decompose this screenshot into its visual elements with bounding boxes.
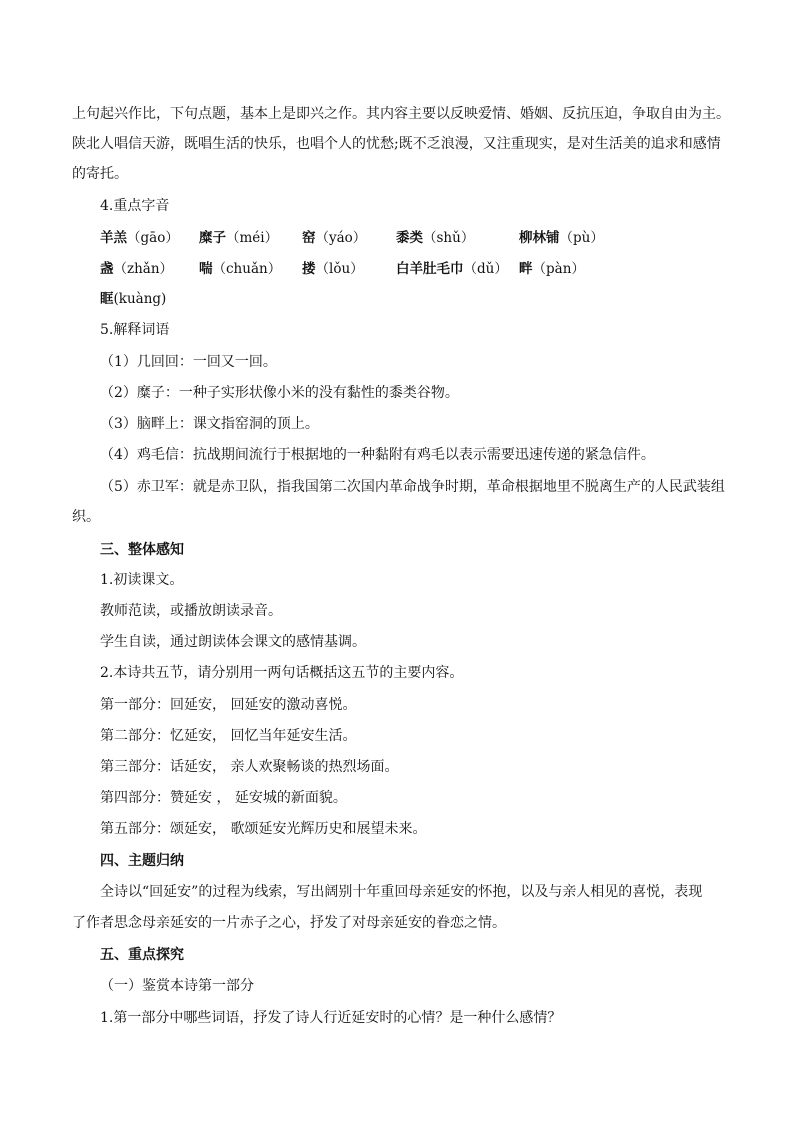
vocab-title: 5.解释词语 — [100, 322, 170, 338]
paragraph: 学生自读，通过朗读体会课文的感情基调。 — [100, 634, 366, 650]
vocab-item: （4）鸡毛信：抗战期间流行于根据地的一种黏附有鸡毛以表示需要迅速传递的紧急信件。 — [100, 447, 655, 463]
section-heading: 四、主题归纳 — [100, 853, 184, 869]
pronunciation-title: 4.重点字音 — [100, 198, 170, 214]
part-summary: 第三部分：话延安， 亲人欢聚畅谈的热烈场面。 — [100, 759, 399, 775]
vocab-item: （5）赤卫军：就是赤卫队，指我国第二次国内革命战争时期，革命根据地里不脱离生产的人民武装组 — [100, 479, 725, 495]
pronunciation-item: 黍类（shǔ） — [396, 230, 475, 246]
vocab-item: （2）糜子：一种子实形状像小米的没有黏性的黍类谷物。 — [100, 385, 459, 401]
pronunciation-item: 畔（pàn） — [519, 261, 585, 277]
vocab-item: （3）脑畔上：课文指窑洞的顶上。 — [100, 416, 319, 432]
pronunciation-item: 喘（chuǎn） — [199, 261, 282, 277]
part-summary: 第二部分：忆延安， 回忆当年延安生活。 — [100, 728, 357, 744]
paragraph: 教师范读，或播放朗读录音。 — [100, 603, 282, 619]
intro-line-3: 的寄托。 — [72, 166, 128, 182]
part-summary: 第一部分：回延安， 回延安的激动喜悦。 — [100, 697, 357, 713]
pronunciation-item: 柳林铺（pù） — [519, 230, 604, 246]
vocab-item-continuation: 织。 — [72, 509, 100, 525]
section-heading: 三、整体感知 — [100, 542, 184, 558]
pronunciation-item: 搂（lǒu） — [302, 261, 364, 277]
paragraph: 1.初读课文。 — [100, 572, 184, 588]
paragraph: 2.本诗共五节，请分别用一两句话概括这五节的主要内容。 — [100, 665, 464, 681]
part-summary: 第五部分：颂延安， 歌颂延安光辉历史和展望未来。 — [100, 821, 427, 837]
pronunciation-item: 糜子（méi） — [199, 230, 279, 246]
intro-line-1: 上句起兴作比，下句点题，基本上是即兴之作。其内容主要以反映爱情、婚姻、反抗压迫，争取自由为主。 — [72, 106, 730, 122]
pronunciation-item: 白羊肚毛巾（dǔ） — [396, 261, 508, 277]
intro-line-2: 陕北人唱信天游，既唱生活的快乐，也唱个人的忧愁;既不乏浪漫，又注重现实，是对生活美的追求和感情 — [72, 136, 721, 152]
part-summary: 第四部分：赞延安 ， 延安城的新面貌。 — [100, 790, 347, 806]
pronunciation-item: 眶(kuàng) — [100, 291, 167, 307]
pronunciation-item: 盏（zhǎn） — [100, 261, 174, 277]
pronunciation-item: 羊羔（gāo） — [100, 230, 179, 246]
section-heading: 五、重点探究 — [100, 947, 184, 963]
paragraph-continuation: 了作者思念母亲延安的一片赤子之心，抒发了对母亲延安的眷恋之情。 — [72, 915, 506, 931]
subheading: （一）鉴赏本诗第一部分 — [100, 978, 254, 994]
paragraph: 全诗以“回延安”的过程为线索，写出阔别十年重回母亲延安的怀抱，以及与亲人相见的喜悦，表现 — [100, 884, 703, 900]
vocab-item: （1）几回回：一回又一回。 — [100, 354, 277, 370]
pronunciation-item: 窑（yáo） — [302, 230, 367, 246]
question: 1.第一部分中哪些词语，抒发了诗人行近延安时的心情？是一种什么感情？ — [100, 1010, 562, 1026]
